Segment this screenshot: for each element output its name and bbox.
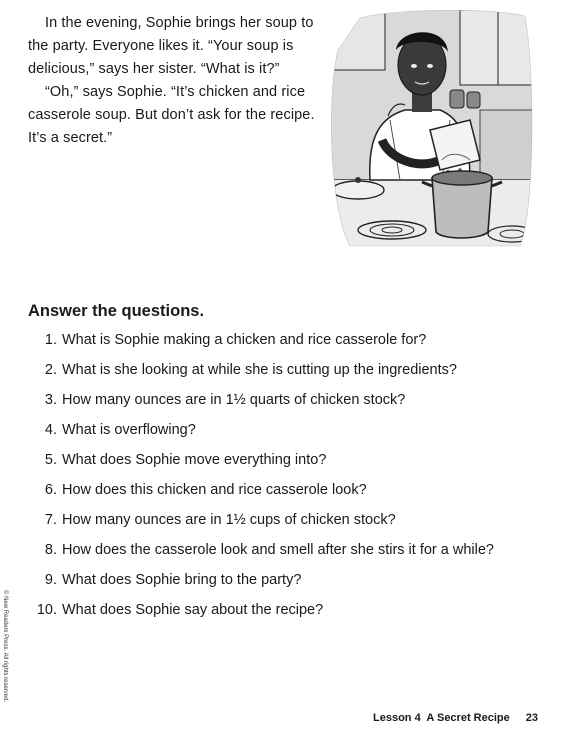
question-number: 4.	[44, 422, 57, 438]
question-item	[28, 390, 548, 420]
story-text	[28, 12, 328, 150]
story-paragraph-2: “Oh,” says Sophie. “It’s chicken and rice casserole soup. But don’t ask for the recipe. It’s a secret.”	[28, 84, 315, 146]
question-number: 10.	[36, 602, 57, 618]
questions-list	[28, 330, 548, 630]
question-text: How many ounces are in 1½ quarts of chicken stock?	[62, 392, 406, 408]
question-item	[28, 600, 548, 630]
question-text: What is she looking at while she is cutting up the ingredients?	[62, 362, 457, 378]
page-number: 23	[525, 712, 538, 724]
question-text: What does Sophie bring to the party?	[62, 572, 302, 588]
question-item	[28, 540, 548, 570]
lesson-title: Lesson 4 A Secret Recipe	[373, 712, 510, 724]
question-number: 2.	[44, 362, 57, 378]
question-number: 8.	[44, 542, 57, 558]
question-item	[28, 330, 548, 360]
woman-cooking-illustration	[330, 10, 535, 248]
question-item	[28, 480, 548, 510]
question-text: What does Sophie move everything into?	[62, 452, 327, 468]
copyright-notice: © New Readers Press. All rights reserved.	[2, 590, 8, 703]
question-item	[28, 420, 548, 450]
question-text: What does Sophie say about the recipe?	[62, 602, 324, 618]
question-text: How does the casserole look and smell after she stirs it for a while?	[62, 542, 494, 558]
question-text: How does this chicken and rice casserole look?	[62, 482, 367, 498]
question-item	[28, 510, 548, 540]
question-number: 5.	[44, 452, 57, 468]
page-footer	[357, 712, 538, 724]
question-number: 7.	[44, 512, 57, 528]
question-text: What is overflowing?	[62, 422, 196, 438]
question-number: 9.	[44, 572, 57, 588]
story-paragraph-1: In the evening, Sophie brings her soup to the party. Everyone likes it. “Your soup is delicious,” says her sister. “What is it?”	[28, 15, 314, 77]
question-item	[28, 450, 548, 480]
question-text: What is Sophie making a chicken and rice casserole for?	[62, 332, 427, 348]
question-number: 6.	[44, 482, 57, 498]
question-item	[28, 360, 548, 390]
question-number: 1.	[44, 332, 57, 348]
questions-heading: Answer the questions.	[28, 302, 205, 320]
question-text: How many ounces are in 1½ cups of chicken stock?	[62, 512, 396, 528]
question-item	[28, 570, 548, 600]
question-number: 3.	[44, 392, 57, 408]
